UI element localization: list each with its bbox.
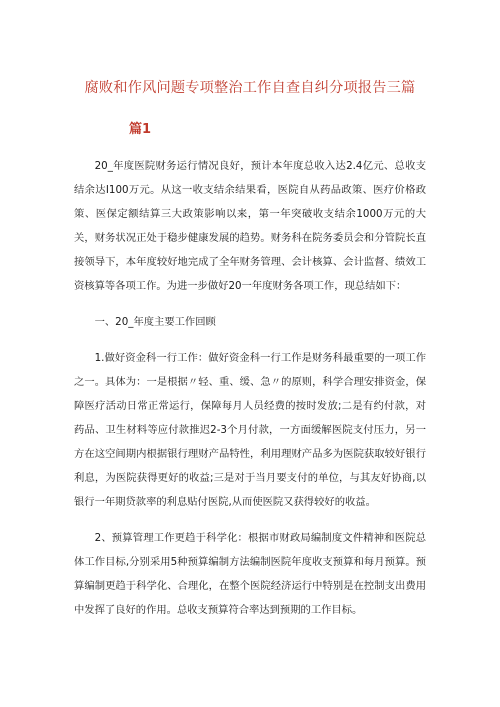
document-body (74, 154, 426, 622)
section-heading: 一、20_年度主要工作回顾 (94, 316, 216, 328)
document-title: 腐败和作风问题专项整治工作自查自纠分项报告三篇 (84, 80, 416, 96)
document-subtitle: 篇1 (129, 122, 152, 137)
paragraph-budget: 2、预算管理工作更趋于科学化：根据市财政局编制度文件精神和医院总体工作目标,分别采用5种预算编制方法编制医院年度收支预算和每月预算。预算编制更趋于科学化、合理化，在整个医院经济运行中特别是在控制支出费用中发挥了良好的作用。总收支预算符合率达到预期的工作目标。 (74, 532, 426, 616)
paragraph-intro: 20_年度医院财务运行情况良好，预计本年度总收入达2.4亿元、总收支结余达I100万元。从这一收支结余结果看，医院自从药品政策、医疗价格政策、医保定额结算三大政策影响以来，第一年突破收支结余1000万元的大关，财务状况正处于稳步健康发展的趋势。财务科在院务委员会和分管院长直接领导下，本年度较好地完成了全年财务管理、会计核算、会计监督、绩效工资核算等各项工作。为进一步做好20一年度财务各项工作，现总结如下： (74, 160, 426, 292)
paragraph-funds: 1.做好资金科一行工作：做好资金科一行工作是财务科最重要的一项工作之一。具体为：一是根据〃轻、重、缓、急〃的原则，科学合理安排资金，保障医疗活动日常正常运行，保障每月人员经费的按时发放;二是有约付款，对药品、卫生材料等应付款推迟2-3个月付款，一方面缓解医院支付压力，另一方在这空间期内根据银行理财产品特性，利用理财产品多为医院获取较好银行利息，为医院获得更好的收益;三是对于当月要支付的单位，与其友好协商,以银行一年期贷款率的利息贴付医院,从而使医院又获得较好的收益。 (74, 352, 426, 508)
